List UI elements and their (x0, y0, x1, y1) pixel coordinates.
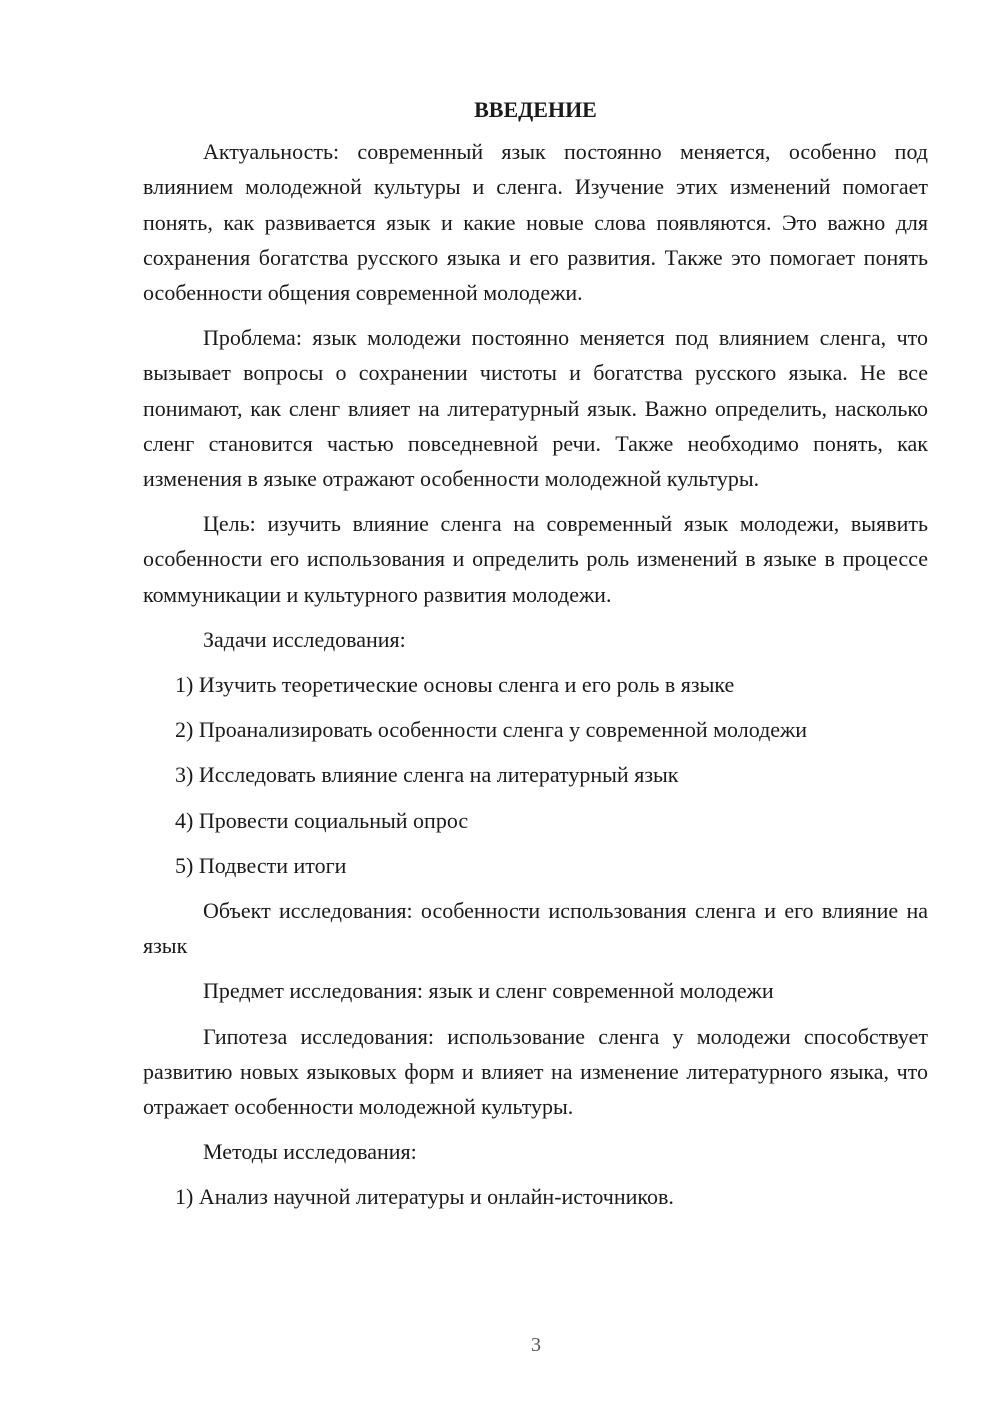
list-item: 2) Проанализировать особенности сленга у современной молодежи (175, 717, 807, 743)
methods-title: Методы исследования: (203, 1139, 417, 1165)
page-number: 3 (531, 1334, 541, 1356)
page-title: ВВЕДЕНИЕ (474, 97, 597, 122)
list-item: 1) Анализ научной литературы и онлайн-источников. (175, 1184, 674, 1210)
list-item: 1) Изучить теоретические основы сленга и его роль в языке (175, 672, 735, 698)
tasks-title: Задачи исследования: (203, 626, 406, 652)
object-paragraph: Объект исследования: особенности использования сленга и его влияние на язык (143, 898, 928, 959)
list-item: 3) Исследовать влияние сленга на литературный язык (175, 762, 679, 788)
document-page (143, 92, 928, 1225)
hypothesis-paragraph: Гипотеза исследования: использование сленга у молодежи способствует развитию новых языковых форм и влияет на изменение литературного языка, что отражает особенности молодежной культуры. (143, 1023, 928, 1120)
relevance-paragraph: Актуальность: современный язык постоянно меняется, особенно под влиянием молодежной культуры и сленга. Изучение этих изменений помогает понять, как развивается язык и какие новые слова появляются. Это важно для сохранения богатства русского языка и его развития. Также это помогает понять особенности общения современной молодежи. (143, 139, 928, 306)
list-item: 5) Подвести итоги (175, 852, 347, 878)
methods-list (143, 1179, 928, 1214)
subject-paragraph: Предмет исследования: язык и сленг современной молодежи (203, 978, 774, 1004)
list-item: 4) Провести социальный опрос (175, 807, 469, 833)
tasks-list (143, 667, 928, 883)
problem-paragraph: Проблема: язык молодежи постоянно меняется под влиянием сленга, что вызывает вопросы о сохранении чистоты и богатства русского языка. Не все понимают, как сленг влияет на литературный язык. Важно определить, насколько сленг становится частью повседневной речи. Также необходимо понять, как изменения в языке отражают особенности молодежной культуры. (143, 325, 928, 492)
goal-paragraph: Цель: изучить влияние сленга на современный язык молодежи, выявить особенности его использования и определить роль изменений в языке в процессе коммуникации и культурного развития молодежи. (143, 511, 928, 607)
